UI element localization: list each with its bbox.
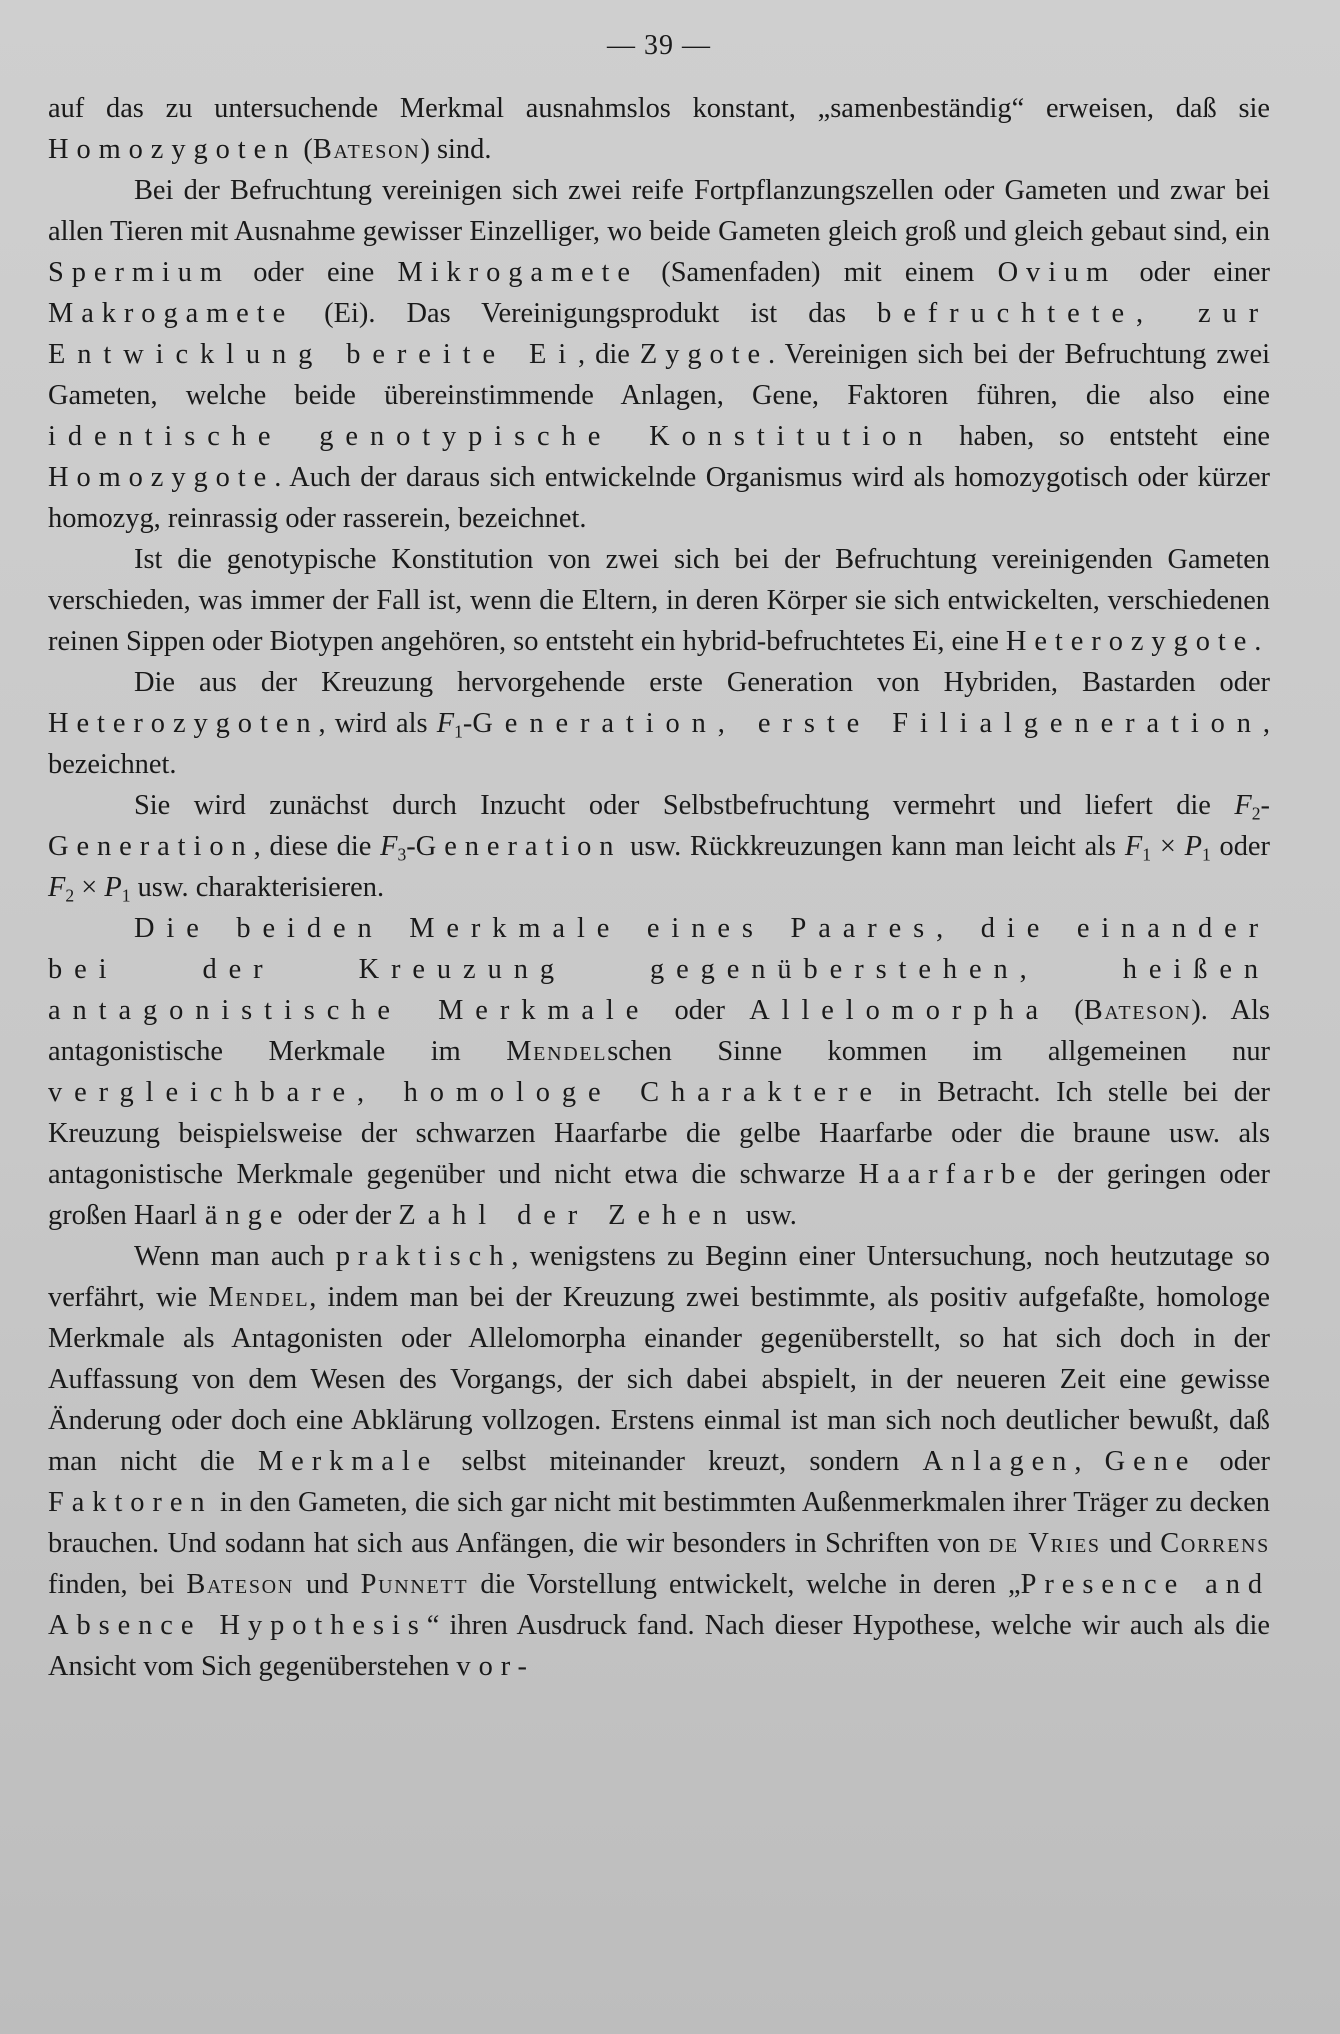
spaced-term: Heterozygoten bbox=[48, 708, 319, 739]
subscript: 2 bbox=[65, 885, 75, 906]
spaced-term: Haarfarbe bbox=[858, 1159, 1044, 1190]
math-symbol: F bbox=[1124, 831, 1143, 862]
text-run: - bbox=[406, 831, 416, 862]
spaced-term: Generation bbox=[415, 831, 622, 862]
text-run: ( bbox=[296, 134, 313, 165]
text-run: auf das zu untersuchende Merkmal ausnahmslos konstant, „samenbeständig“ erweisen, daß sie bbox=[48, 93, 1270, 124]
spaced-term: Heterozygote bbox=[1005, 626, 1255, 657]
paragraph-7 bbox=[48, 1236, 1270, 1687]
paragraph-1 bbox=[48, 88, 1270, 170]
author-name: Bateson bbox=[186, 1569, 294, 1600]
paragraph-5 bbox=[48, 785, 1270, 908]
spaced-term: Generation bbox=[48, 831, 254, 862]
math-symbol: F bbox=[436, 708, 455, 739]
text-run: × bbox=[74, 872, 105, 903]
spaced-term: Ovium bbox=[997, 257, 1117, 288]
spaced-term: Makrogamete bbox=[48, 298, 294, 329]
text-run: der geringen oder großen Haar bbox=[48, 1159, 1270, 1231]
author-name: de Vries bbox=[988, 1528, 1101, 1559]
text-run: , die bbox=[578, 339, 640, 370]
subscript: 1 bbox=[454, 721, 463, 742]
spaced-term: Anlagen bbox=[922, 1446, 1075, 1477]
subscript: 3 bbox=[397, 844, 407, 865]
text-run: finden, bei bbox=[48, 1569, 187, 1600]
spaced-term: Faktoren bbox=[48, 1487, 213, 1518]
paragraph-3 bbox=[48, 539, 1270, 662]
paragraph-2 bbox=[48, 170, 1270, 539]
text-run: oder bbox=[1210, 831, 1270, 862]
body-text bbox=[48, 88, 1270, 1687]
text-run: selbst miteinander kreuzt, sondern bbox=[438, 1446, 923, 1477]
text-run: usw. Rückkreuzungen kann man leicht als bbox=[621, 831, 1125, 862]
text-run: , bezeichnet. bbox=[48, 708, 1270, 780]
text-run: und bbox=[293, 1569, 361, 1600]
spaced-term: Gene bbox=[1104, 1446, 1197, 1477]
text-run: , wenigstens zu Beginn einer Untersuchung, noch heutzutage so verfährt, wie bbox=[48, 1241, 1270, 1313]
text-run: . bbox=[1254, 626, 1262, 657]
text-run: usw. charakterisieren. bbox=[130, 872, 385, 903]
math-symbol: F bbox=[48, 872, 66, 903]
author-name: Correns bbox=[1160, 1528, 1270, 1559]
spaced-term: Homozygote bbox=[48, 462, 275, 493]
spaced-term: praktisch bbox=[335, 1241, 512, 1272]
spaced-term: Generation, erste Filialgeneration bbox=[472, 708, 1263, 739]
text-run: usw. bbox=[738, 1200, 797, 1231]
spaced-term: Homozygoten bbox=[48, 134, 297, 165]
text-run: oder einer bbox=[1116, 257, 1270, 288]
subscript: 2 bbox=[1251, 803, 1261, 824]
text-run: oder bbox=[650, 995, 750, 1026]
spaced-term: Merkmale bbox=[257, 1446, 439, 1477]
spaced-term: Zygote bbox=[639, 339, 769, 370]
text-run: . Vereinigen sich bei der Befruchtung zwei Gameten, welche beide übereinstimmende Anlagen, Gene, Faktoren führen, die also eine bbox=[48, 339, 1270, 411]
text-run: , indem man bei der Kreuzung zwei bestimmte, als positiv aufgefaßte, homologe Merkmale als Antagonisten oder Allelomorpha einander gegenüberstellt, so hat sich doch in der Auffassung von dem Wesen des Vorgangs, der sich dabei abspielt, in der neueren Zeit eine gewisse Änderung oder doch eine Abklärung vollzogen. Erstens einmal ist man sich noch deutlicher bewußt, daß man nicht die bbox=[48, 1282, 1270, 1477]
text-run: Ist die genotypische Konstitution von zwei sich bei der Befruchtung vereinigenden Gameten verschieden, was immer der Fall ist, wenn die Eltern, in deren Körper sie sich entwickelten, verschiedenen reinen Sippen oder Biotypen angehören, so entsteht ein hybrid-befruchtetes Ei, eine bbox=[48, 544, 1270, 657]
text-run: . Auch der daraus sich entwickelnde Organismus wird als homozygotisch oder kürzer homozyg, reinrassig oder rasserein, bezeichnet. bbox=[48, 462, 1270, 534]
spaced-term: vor- bbox=[456, 1651, 535, 1682]
text-run: (Ei). Das Vereinigungsprodukt ist das bbox=[293, 298, 878, 329]
text-run: (Samenfaden) mit einem bbox=[637, 257, 998, 288]
text-run: Die aus der Kreuzung hervorgehende erste Generation von Hybriden, Bastarden oder bbox=[134, 667, 1270, 698]
spaced-term: Die beiden Merkmale eines Paares, die einander bei der Kreuzung gegenüberstehen, heißen antagonistische Merkmale bbox=[48, 913, 1270, 1026]
spaced-term: Spermium bbox=[48, 257, 230, 288]
text-run: schen Sinne kommen im allgemeinen nur bbox=[607, 1036, 1270, 1067]
text-run: Sie wird zunächst durch Inzucht oder Selbstbefruchtung vermehrt und liefert die bbox=[134, 790, 1235, 821]
text-run: , bbox=[1074, 1446, 1105, 1477]
spaced-term: Presence and Absence Hypothesis bbox=[48, 1569, 1271, 1641]
spaced-term: Mikrogamete bbox=[397, 257, 638, 288]
text-run: in Betracht. Ich stelle bei der Kreuzung beispielsweise der schwarzen Haarfarbe die gelbe Haarfarbe oder die braune usw. als antagonistische Merkmale gegenüber und nicht etwa die schwarze bbox=[48, 1077, 1270, 1190]
text-run: ( bbox=[1050, 995, 1084, 1026]
text-run: ) sind. bbox=[420, 134, 492, 165]
text-run: Wenn man auch bbox=[134, 1241, 336, 1272]
author-name: Mendel bbox=[506, 1036, 608, 1067]
subscript: 1 bbox=[1142, 844, 1152, 865]
paragraph-6 bbox=[48, 908, 1270, 1236]
spaced-term: Allelomorpha bbox=[749, 995, 1051, 1026]
subscript: 1 bbox=[121, 885, 131, 906]
spaced-term: Zahl der Zehen bbox=[398, 1200, 739, 1231]
page-number: — 39 — bbox=[607, 30, 711, 61]
spaced-term: identische genotypische Konstitution bbox=[48, 421, 935, 452]
text-run: - bbox=[1260, 790, 1270, 821]
text-run: und bbox=[1100, 1528, 1161, 1559]
spaced-term: befruchtete, zur Entwicklung bereite Ei bbox=[48, 298, 1271, 370]
text-run: oder der bbox=[290, 1200, 399, 1231]
spaced-term: länge bbox=[189, 1200, 291, 1231]
text-run: “ ihren Ausdruck fand. Nach dieser Hypothese, welche wir auch als die Ansicht vom Sich gegenüberstehen bbox=[48, 1610, 1270, 1682]
text-run: , wird als bbox=[318, 708, 437, 739]
author-name: Bateson bbox=[312, 134, 421, 165]
text-run: haben, so entsteht eine bbox=[934, 421, 1270, 452]
author-name: Mendel bbox=[208, 1282, 310, 1313]
spaced-term: vergleichbare, homologe Charaktere bbox=[48, 1077, 884, 1108]
math-symbol: F bbox=[380, 831, 398, 862]
text-run: die Vorstellung entwickelt, welche in deren „ bbox=[468, 1569, 1021, 1600]
text-run: oder eine bbox=[229, 257, 398, 288]
text-run: Bei der Befruchtung vereinigen sich zwei reife Fortpflanzungszellen oder Gameten und zwar bei allen Tieren mit Ausnahme gewisser Einzelliger, wo beide Gameten gleich groß und gleich gebaut sind, ein bbox=[48, 175, 1270, 247]
math-symbol: P bbox=[1184, 831, 1202, 862]
text-run: × bbox=[1151, 831, 1185, 862]
text-run: - bbox=[462, 708, 473, 739]
text-run: in den Gameten, die sich gar nicht mit bestimmten Außenmerkmalen ihrer Träger zu decken brauchen. Und sodann hat sich aus Anfängen, die wir besonders in Schriften von bbox=[48, 1487, 1270, 1559]
author-name: Bateson bbox=[1083, 995, 1192, 1026]
author-name: Punnett bbox=[360, 1569, 469, 1600]
subscript: 1 bbox=[1201, 844, 1211, 865]
paragraph-4 bbox=[48, 662, 1270, 785]
math-symbol: F bbox=[1234, 790, 1252, 821]
math-symbol: P bbox=[104, 872, 122, 903]
text-run: oder bbox=[1196, 1446, 1270, 1477]
text-run: , diese die bbox=[253, 831, 381, 862]
text-run: ). Als antagonistische Merkmale im bbox=[48, 995, 1270, 1067]
